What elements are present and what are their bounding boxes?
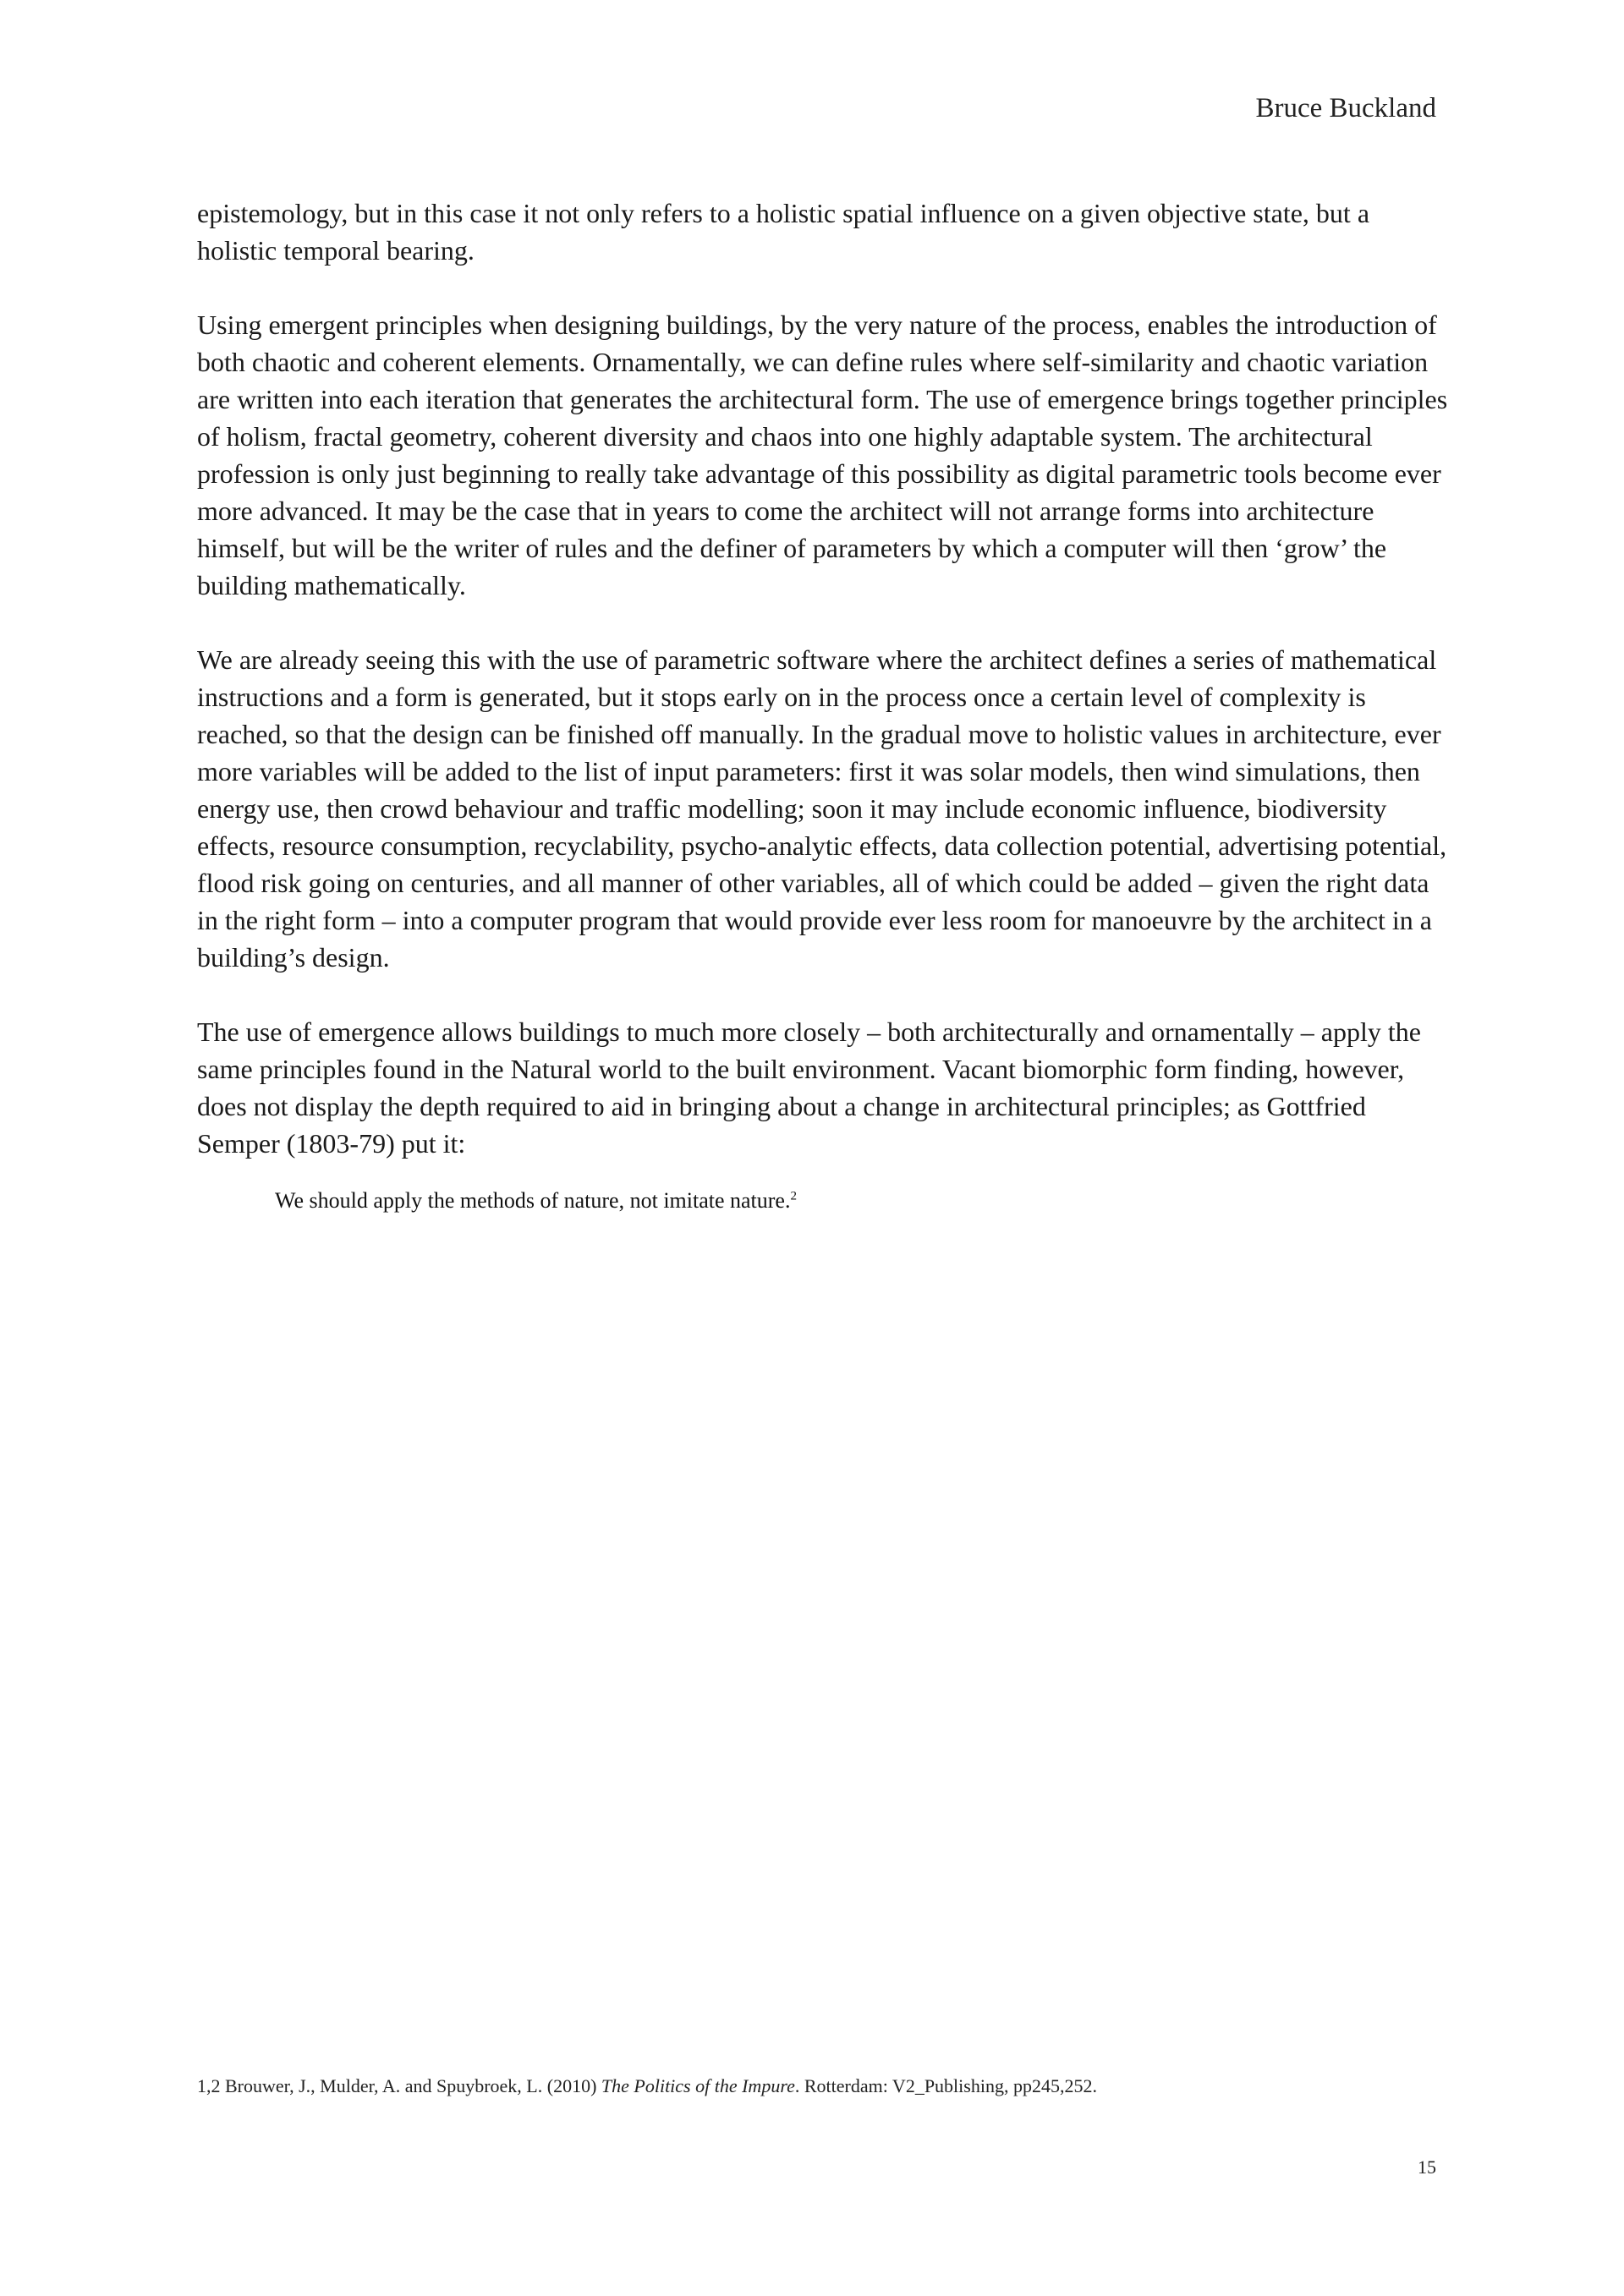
quote-text: We should apply the methods of nature, not imitate nature. — [275, 1188, 791, 1213]
footnote-title: The Politics of the Impure — [601, 2075, 795, 2096]
block-quote — [275, 1186, 1449, 1216]
paragraph-4: The use of emergence allows buildings to much more closely – both architecturally and ornamentally – apply the same principles found in the Natural world to the built environment. Vacant biomorphic form finding, however, does not display the depth required to aid in bringing about a change in architectural principles; as Gottfried Semper (1803-79) put it: — [197, 1016, 1421, 1159]
footnote-prefix: 1,2 Brouwer, J., Mulder, A. and Spuybroek, L. (2010) — [197, 2075, 601, 2096]
footnote — [197, 2074, 1097, 2099]
page-number: 15 — [1418, 2156, 1436, 2178]
footnote-marker[interactable]: 2 — [790, 1189, 797, 1203]
footnote-suffix: . Rotterdam: V2_Publishing, pp245,252. — [794, 2075, 1097, 2096]
body-text — [197, 195, 1449, 1216]
running-header-author: Bruce Buckland — [1255, 93, 1436, 123]
paragraph-3: We are already seeing this with the use of parametric software where the architect defines a series of mathematical instructions and a form is generated, but it stops early on in the process once a certain level of complexity is reached, so that the design can be finished off manually. In the gradual move to holistic values in architecture, ever more variables will be added to the list of input parameters: first it was solar models, then wind simulations, then energy use, then crowd behaviour and traffic modelling; soon it may include economic influence, biodiversity effects, resource consumption, recyclability, psycho-analytic effects, data collection potential, advertising potential, flood risk going on centuries, and all manner of other variables, all of which could be added – given the right data in the right form – into a computer program that would provide ever less room for manoeuvre by the architect in a building’s design. — [197, 644, 1447, 973]
paragraph-1: epistemology, but in this case it not only refers to a holistic spatial influence on a given objective state, but a holistic temporal bearing. — [197, 198, 1370, 266]
paragraph-2: Using emergent principles when designing buildings, by the very nature of the process, enables the introduction of both chaotic and coherent elements. Ornamentally, we can define rules where self-similarity and chaotic variation are written into each iteration that generates the architectural form. The use of emergence brings together principles of holism, fractal geometry, coherent diversity and chaos into one highly adaptable system. The architectural profession is only just beginning to really take advantage of this possibility as digital parametric tools become ever more advanced. It may be the case that in years to come the architect will not arrange forms into architecture himself, but will be the writer of rules and the definer of parameters by which a computer will then ‘grow’ the building mathematically. — [197, 310, 1448, 600]
